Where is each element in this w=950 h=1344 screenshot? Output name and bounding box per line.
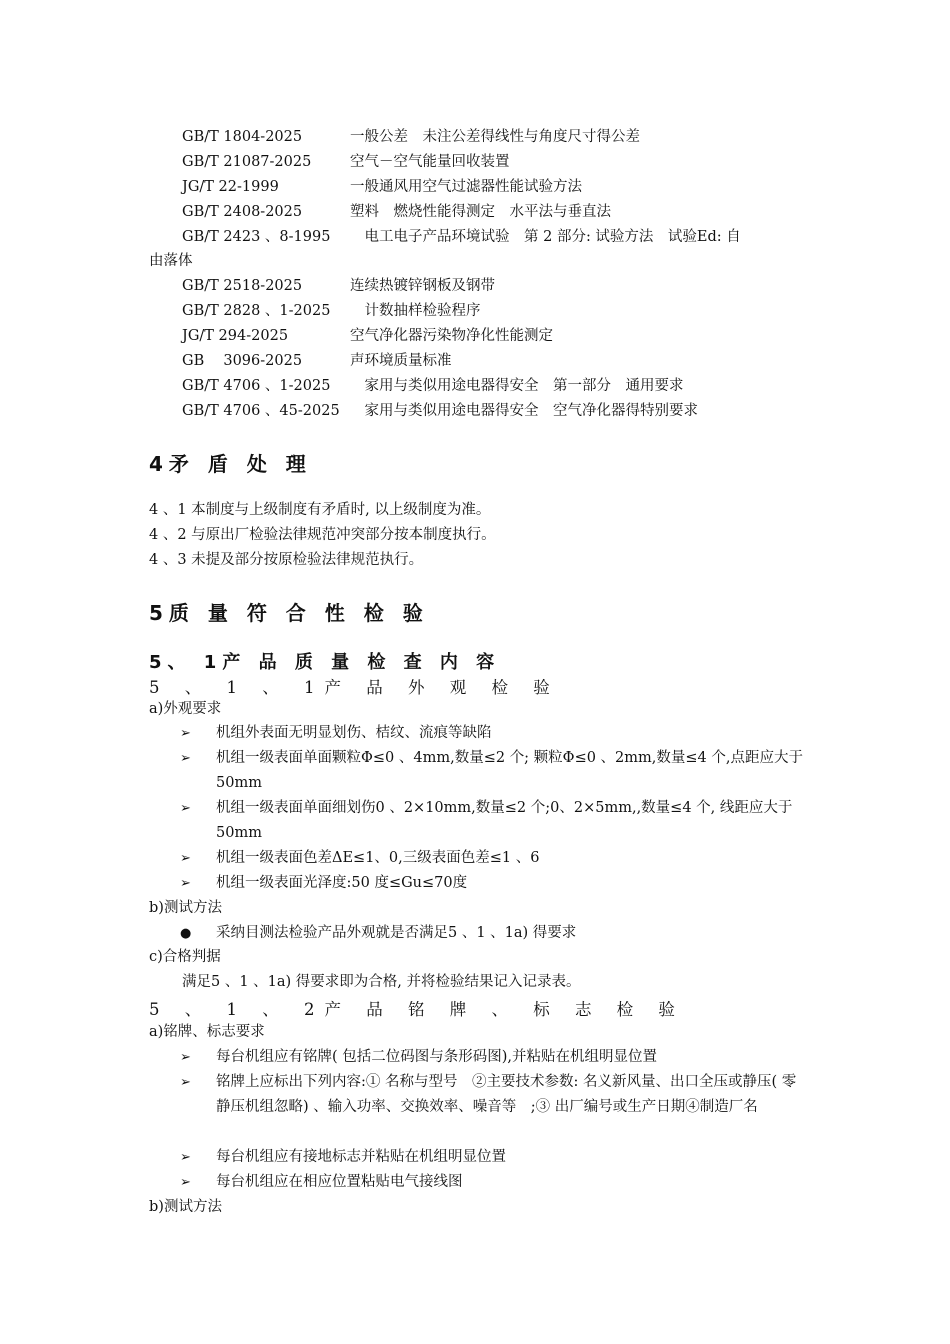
standard-code: GB/T 21087-2025	[182, 154, 312, 170]
standard-title: 连续热镀锌钢板及钢带	[350, 278, 495, 294]
list-item: ➢ 每台机组应有接地标志并粘贴在机组明显位置	[180, 1145, 810, 1170]
list-item: ➢ 每台机组应有铭牌( 包括二位码图与条形码图),并粘贴在机组明显位置	[180, 1045, 810, 1070]
section-5-1-1-heading: 5 、 1 、 1产 品 外 观 检 验	[149, 678, 560, 697]
standard-row	[182, 150, 510, 174]
standard-row	[182, 349, 452, 373]
arrow-bullet-icon: ➢	[180, 851, 191, 866]
list-item: ➢ 机组一级表面色差ΔE≤1、0,三级表面色差≤1 、6	[180, 846, 810, 871]
arrow-bullet-icon: ➢	[180, 801, 191, 816]
standard-row	[182, 200, 611, 224]
list-item: ➢ 机组一级表面单面细划伤0 、2×10mm,数量≤2 个;0、2×5mm,,数量≤4 个, 线距应大于50mm	[180, 796, 810, 846]
standard-row	[182, 299, 481, 323]
list-item: ➢ 机组一级表面单面颗粒Φ≤0 、4mm,数量≤2 个; 颗粒Φ≤0 、2mm,数量≤4 个,点距应大于50mm	[180, 746, 810, 796]
section-4-item: 4 、3 未提及部分按原检验法律规范执行。	[149, 552, 424, 568]
standard-title: 家用与类似用途电器得安全 空气净化器得特别要求	[350, 403, 698, 419]
standard-row	[182, 225, 741, 249]
standard-title: 计数抽样检验程序	[350, 303, 481, 319]
standard-title: 一般通风用空气过滤器性能试验方法	[350, 179, 582, 195]
arrow-bullet-icon: ➢	[180, 1150, 191, 1165]
standard-code: JG/T 22-1999	[182, 179, 279, 195]
nameplate-requirements-label: a)铭牌、标志要求	[149, 1024, 265, 1040]
list-item: ● 采纳目测法检验产品外观就是否满足5 、1 、1a) 得要求	[180, 921, 810, 946]
standard-row	[182, 399, 698, 423]
standard-title: 声环境质量标准	[350, 353, 452, 369]
pass-criteria-text: 满足5 、1 、1a) 得要求即为合格, 并将检验结果记入记录表。	[182, 974, 581, 990]
standard-title-continuation: 由落体	[149, 253, 193, 269]
list-item: ➢ 机组外表面无明显划伤、桔纹、流痕等缺陷	[180, 721, 810, 746]
section-5-heading: 5质 量 符 合 性 检 验	[149, 601, 429, 625]
standard-row	[182, 175, 582, 199]
dot-bullet-icon: ●	[180, 926, 192, 941]
list-item: ➢ 铭牌上应标出下列内容:① 名称与型号 ②主要技术参数: 名义新风量、出口全压或静压( 零静压机组忽略) 、输入功率、交换效率、噪音等 ;③ 出厂编号或生产日期④制造厂名	[180, 1070, 810, 1120]
standard-title: 塑料 燃烧性能得测定 水平法与垂直法	[350, 204, 611, 220]
arrow-bullet-icon: ➢	[180, 726, 191, 741]
standard-code: JG/T 294-2025	[182, 328, 289, 344]
standard-title: 一般公差 未注公差得线性与角度尺寸得公差	[350, 129, 640, 145]
standard-code: GB 3096-2025	[182, 353, 303, 369]
test-method-label: b)测试方法	[149, 900, 222, 916]
section-4-heading: 4矛 盾 处 理	[149, 452, 312, 476]
section-5-1-heading: 5、 1产 品 质 量 检 查 内 容	[149, 652, 501, 673]
pass-criteria-label: c)合格判据	[149, 949, 221, 965]
standard-row	[182, 274, 495, 298]
arrow-bullet-icon: ➢	[180, 1050, 191, 1065]
standard-code: GB/T 2423 、8-1995	[182, 229, 331, 245]
standard-row	[182, 374, 684, 398]
appearance-requirements-label: a)外观要求	[149, 701, 222, 717]
section-4-item: 4 、1 本制度与上级制度有矛盾时, 以上级制度为准。	[149, 502, 491, 518]
standard-code: GB/T 4706 、1-2025	[182, 378, 331, 394]
arrow-bullet-icon: ➢	[180, 751, 191, 766]
standard-code: GB/T 4706 、45-2025	[182, 403, 340, 419]
arrow-bullet-icon: ➢	[180, 1075, 191, 1090]
standard-title: 空气净化器污染物净化性能测定	[350, 328, 553, 344]
standard-code: GB/T 1804-2025	[182, 129, 303, 145]
section-4-item: 4 、2 与原出厂检验法律规范冲突部分按本制度执行。	[149, 527, 496, 543]
list-item: ➢ 每台机组应在相应位置粘贴电气接线图	[180, 1170, 810, 1195]
standard-code: GB/T 2408-2025	[182, 204, 303, 220]
standard-code: GB/T 2828 、1-2025	[182, 303, 331, 319]
list-item: ➢ 机组一级表面光泽度:50 度≤Gu≤70度	[180, 871, 810, 896]
arrow-bullet-icon: ➢	[180, 1175, 191, 1190]
standard-title: 家用与类似用途电器得安全 第一部分 通用要求	[350, 378, 684, 394]
test-method-label: b)测试方法	[149, 1199, 222, 1215]
arrow-bullet-icon: ➢	[180, 876, 191, 891]
standard-row	[182, 125, 640, 149]
standard-row	[182, 324, 553, 348]
section-5-1-2-heading: 5 、 1 、 2产 品 铭 牌 、 标 志 检 验	[149, 1000, 685, 1019]
standard-code: GB/T 2518-2025	[182, 278, 303, 294]
standard-title: 空气－空气能量回收装置	[350, 154, 510, 170]
standard-title: 电工电子产品环境试验 第 2 部分: 试验方法 试验Ed: 自	[350, 229, 741, 245]
